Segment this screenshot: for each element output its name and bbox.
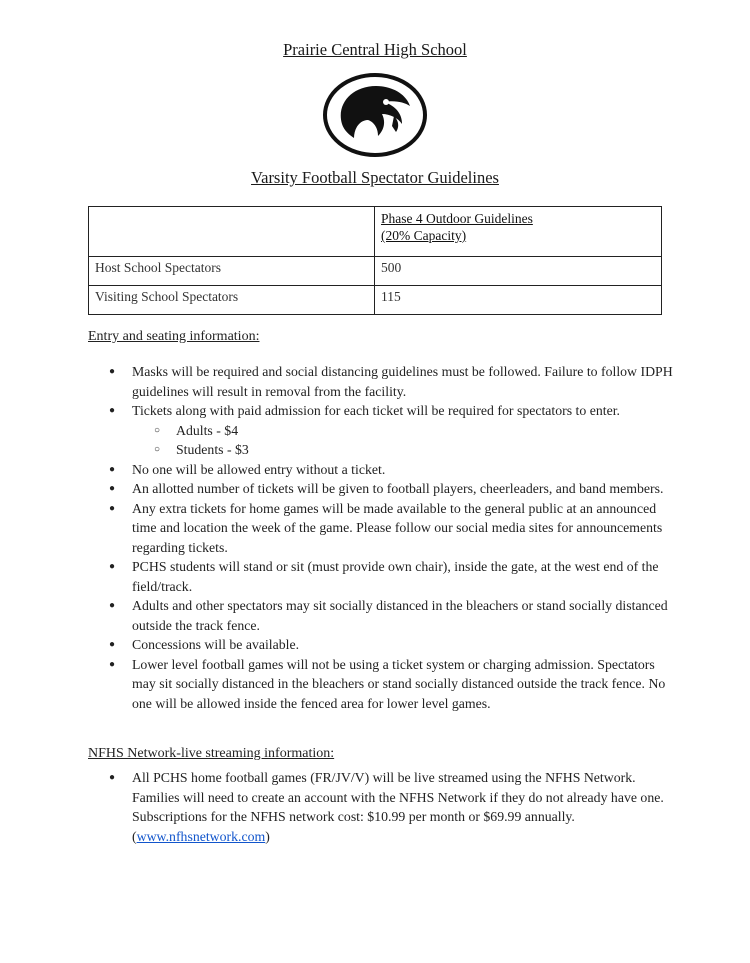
guidelines-title: Varsity Football Spectator Guidelines <box>251 168 499 187</box>
list-item: ● PCHS students will stand or sit (must provide own chair), inside the gate, at the west end of the field/track. <box>88 557 678 596</box>
school-title: Prairie Central High School <box>283 40 467 59</box>
price-list <box>132 421 678 460</box>
table-row <box>89 286 662 315</box>
phase-label: Phase 4 Outdoor Guidelines <box>381 211 533 226</box>
capacity-table <box>88 206 662 315</box>
table-header-row <box>89 207 662 257</box>
table-row <box>89 257 662 286</box>
entry-heading: Entry and seating information: <box>88 329 260 344</box>
nfhs-network-link[interactable]: www.nfhsnetwork.com <box>136 828 266 844</box>
list-item: ● An allotted number of tickets will be given to football players, cheerleaders, and band members. <box>88 479 678 499</box>
streaming-text: All PCHS home football games (FR/JV/V) will be live streamed using the NFHS Network. Families will need to create an account with the NFHS Network if they do not already have one. Subscriptions for the NFHS network cost: $10.99 per month or $69.99 annually. ( <box>132 770 664 844</box>
list-item: ● Any extra tickets for home games will be made available to the general public at an announced time and location the week of the game. Please follow our social media sites for announcements regarding tickets. <box>88 499 678 558</box>
streaming-heading: NFHS Network-live streaming information: <box>88 746 335 761</box>
price-adults: ○ Adults - $4 <box>132 421 678 441</box>
table-header-cell <box>375 207 662 257</box>
row-value: 115 <box>375 286 662 315</box>
row-label: Visiting School Spectators <box>89 286 375 315</box>
hawk-logo <box>322 72 428 158</box>
capacity-label: (20% Capacity) <box>381 228 467 243</box>
list-item <box>88 401 678 460</box>
list-item: ● Concessions will be available. <box>88 635 678 655</box>
price-students: ○ Students - $3 <box>132 440 678 460</box>
closing-paren: ) <box>265 828 270 844</box>
entry-bullet-list <box>88 362 678 713</box>
list-item: ● No one will be allowed entry without a ticket. <box>88 460 678 480</box>
list-item <box>88 768 678 846</box>
list-item: ● Adults and other spectators may sit socially distanced in the bleachers or stand socially distanced outside the track fence. <box>88 596 678 635</box>
row-value: 500 <box>375 257 662 286</box>
streaming-bullet-list <box>88 768 678 846</box>
list-item: ● Masks will be required and social distancing guidelines must be followed. Failure to follow IDPH guidelines will result in removal from the facility. <box>88 362 678 401</box>
row-label: Host School Spectators <box>89 257 375 286</box>
list-item: ● Lower level football games will not be using a ticket system or charging admission. Spectators may sit socially distanced in the bleachers or stand socially distanced outside the track fence. No one will be allowed inside the fenced area for lower level games. <box>88 655 678 714</box>
list-item-text: Tickets along with paid admission for each ticket will be required for spectators to enter. <box>132 403 621 418</box>
table-header-empty-cell <box>89 207 375 257</box>
